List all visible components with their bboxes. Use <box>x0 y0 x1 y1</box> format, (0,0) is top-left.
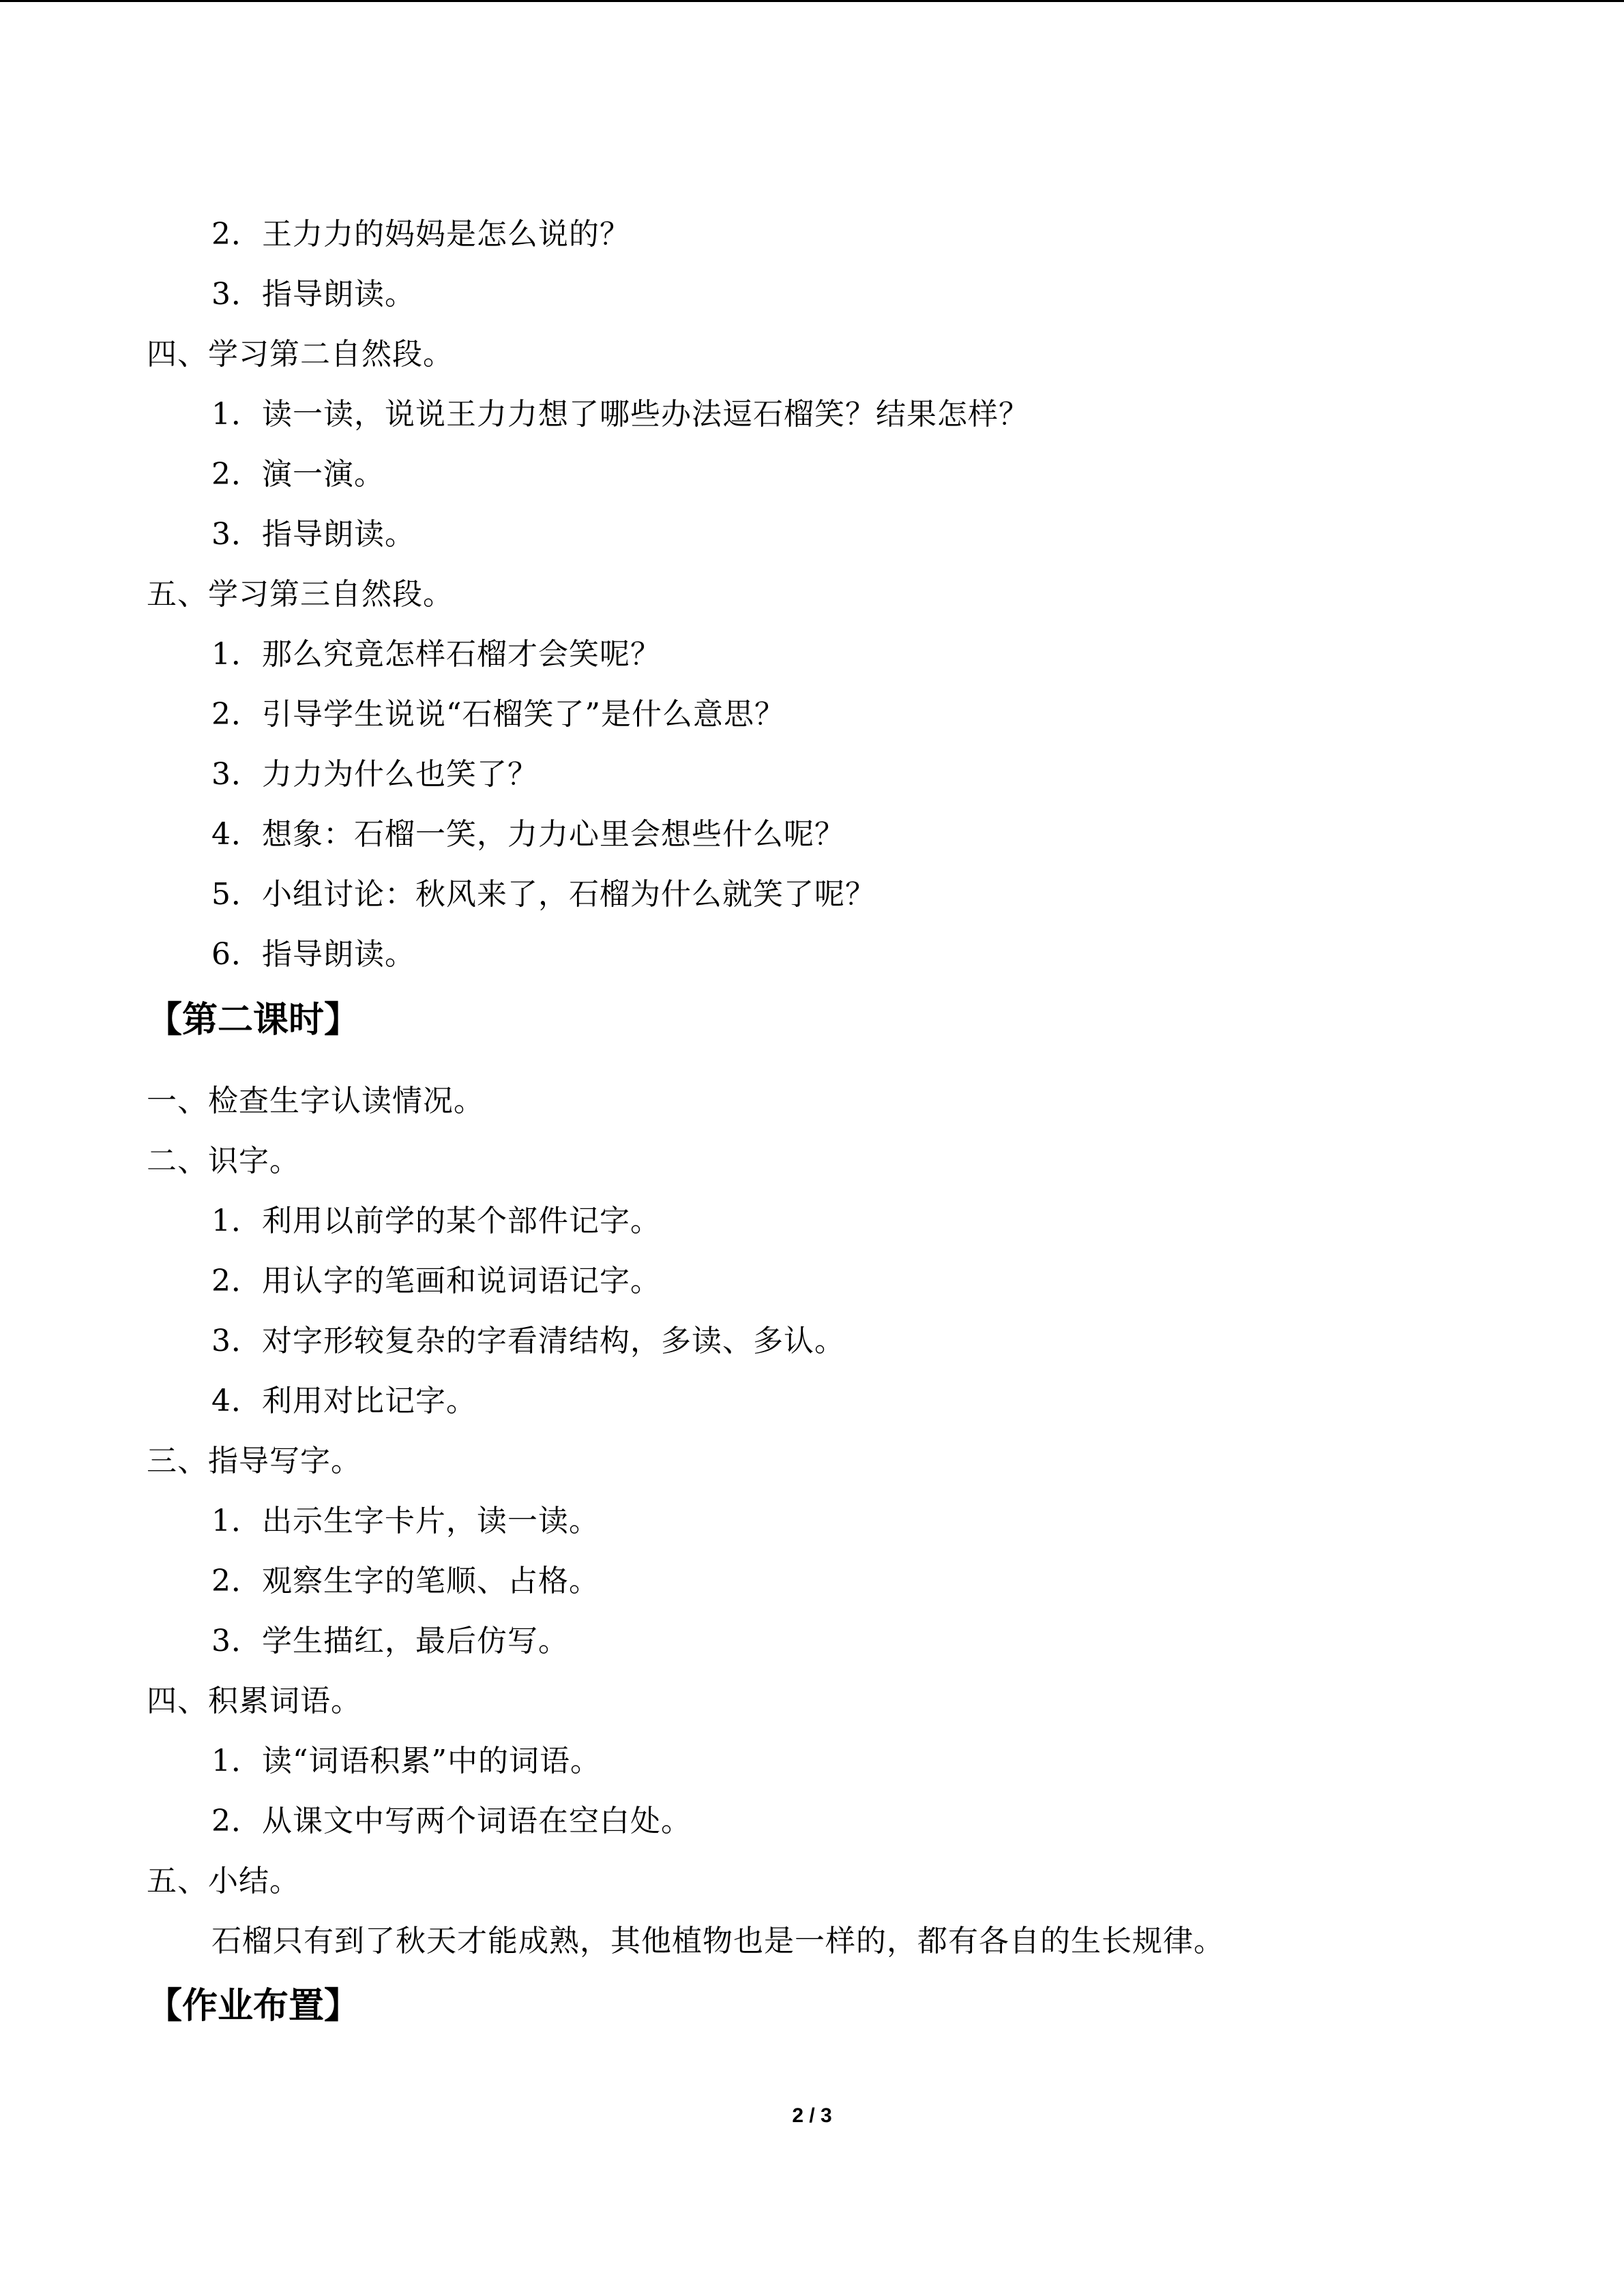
list-item: 1．利用以前学的某个部件记字。 <box>211 1204 661 1238</box>
list-item: 2．用认字的笔画和说词语记字。 <box>211 1264 661 1298</box>
list-item: 1．那么究竟怎样石榴才会笑呢？ <box>211 637 661 672</box>
section-heading: 三、指导写字。 <box>147 1444 361 1478</box>
list-item: 4．利用对比记字。 <box>211 1384 477 1418</box>
list-item: 3．对字形较复杂的字看清结构，多读、多认。 <box>211 1324 845 1358</box>
list-item: 1．读“词语积累”中的词语。 <box>211 1744 601 1778</box>
list-item: 3．指导朗读。 <box>211 277 415 312</box>
list-item: 6．指导朗读。 <box>211 937 415 972</box>
list-item: 3．指导朗读。 <box>211 517 415 552</box>
list-item: 4．想象：石榴一笑，力力心里会想些什么呢？ <box>211 817 845 852</box>
section-heading: 四、积累词语。 <box>147 1684 361 1718</box>
section-heading: 五、学习第三自然段。 <box>147 577 454 612</box>
section-heading: 二、识字。 <box>147 1144 300 1178</box>
section-heading: 四、学习第二自然段。 <box>147 337 454 372</box>
list-item: 5．小组讨论：秋风来了，石榴为什么就笑了呢？ <box>211 877 876 912</box>
homework-heading: 【作业布置】 <box>147 1985 360 2027</box>
section-heading: 一、检查生字认读情况。 <box>147 1084 484 1118</box>
list-item: 2．王力力的妈妈是怎么说的？ <box>211 217 630 252</box>
summary-paragraph: 石榴只有到了秋天才能成熟，其他植物也是一样的，都有各自的生长规律。 <box>211 1924 1224 1958</box>
top-border <box>0 0 1624 2</box>
list-item: 2．引导学生说说“石榴笑了”是什么意思？ <box>211 697 785 732</box>
list-item: 3．力力为什么也笑了？ <box>211 757 538 792</box>
list-item: 3．学生描红，最后仿写。 <box>211 1624 569 1658</box>
lesson-heading: 【第二课时】 <box>147 999 360 1041</box>
page-number: 2 / 3 <box>792 2104 832 2127</box>
section-heading: 五、小结。 <box>147 1864 300 1898</box>
list-item: 1．出示生字卡片，读一读。 <box>211 1504 600 1538</box>
list-item: 2．从课文中写两个词语在空白处。 <box>211 1804 692 1838</box>
list-item: 2．演一演。 <box>211 457 385 492</box>
list-item: 2．观察生字的笔顺、占格。 <box>211 1564 600 1598</box>
list-item: 1．读一读，说说王力力想了哪些办法逗石榴笑？结果怎样？ <box>211 397 1029 432</box>
